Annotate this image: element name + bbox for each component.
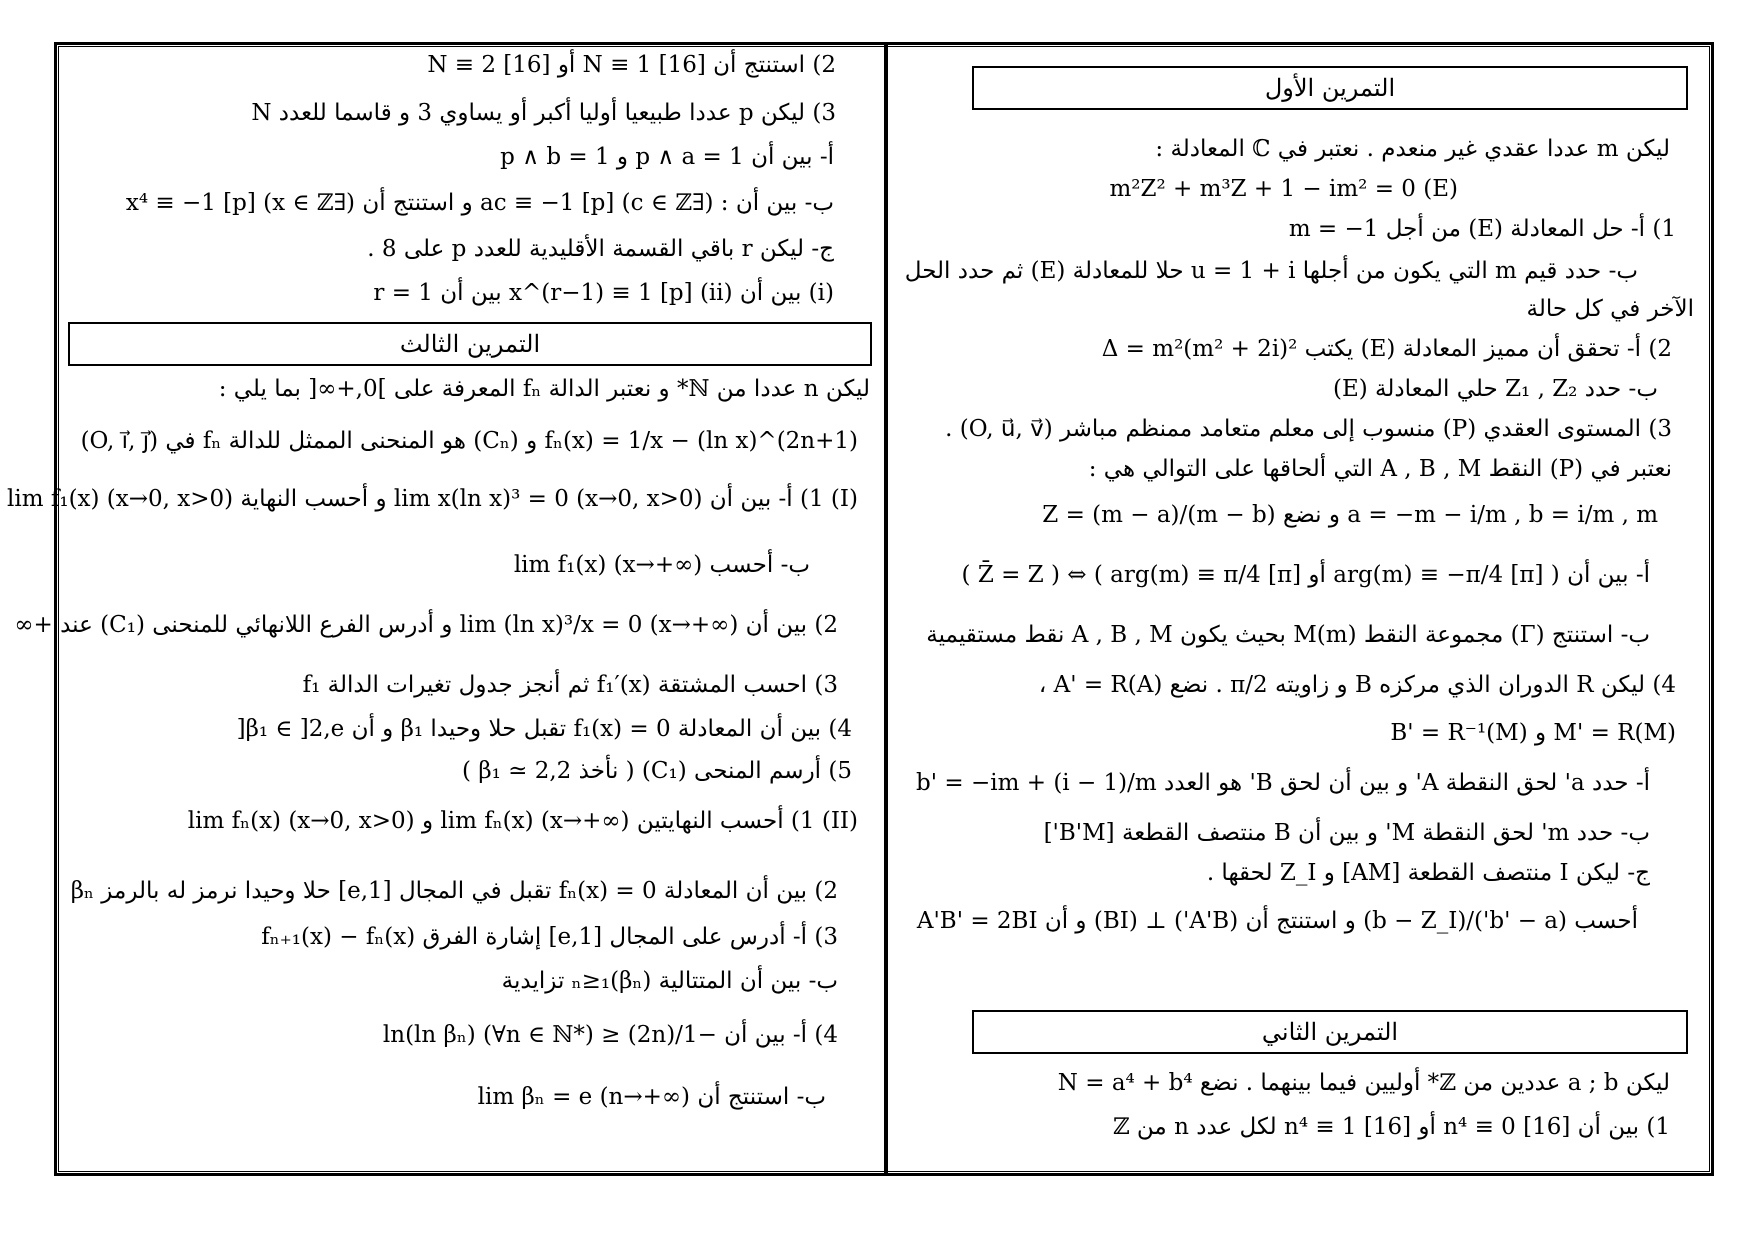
ex1-q4c: ج- ليكن I منتصف القطعة [AM] و Z_I لحقها . xyxy=(1206,860,1650,886)
ex3-part2-q2: 2) بين أن المعادلة fₙ(x) = 0 تقبل في المجال [1,e] حلا وحيدا نرمز له بالرمز βₙ xyxy=(70,878,838,904)
ex1-q4: 4) ليكن R الدوران الذي مركزه B و زاويته π/2 . نضع A' = R(A) ، xyxy=(1038,672,1676,698)
ex1-line-1: ليكن m عددا عقدي غير منعدم . نعتبر في ℂ المعادلة : xyxy=(1155,136,1670,162)
ex1-q1b-cont: الآخر في كل حالة xyxy=(1526,296,1694,322)
ex2-q3b: ب- بين أن : (∃c ∈ ℤ) ac ≡ −1 [p] و استنتج أن (∃x ∈ ℤ) x⁴ ≡ −1 [p] xyxy=(125,190,834,216)
ex3-definition: fₙ(x) = 1/x − (ln x)^(2n+1) و (Cₙ) هو المنحنى الممثل للدالة fₙ في (O, i⃗, j⃗) xyxy=(80,428,858,454)
ex2-q3a: أ- بين أن p ∧ a = 1 و p ∧ b = 1 xyxy=(500,144,834,170)
ex1-q3-points: نعتبر في (P) النقط A , B , M التي ألحاقها على التوالي هي : xyxy=(1088,456,1672,482)
ex1-equation-E: (E) m²Z² + m³Z + 1 − im² = 0 xyxy=(1109,176,1458,202)
ex2-q1: 1) بين أن n⁴ ≡ 0 [16] أو n⁴ ≡ 1 [16] لكل عدد n من ℤ xyxy=(1112,1114,1670,1140)
ex1-q3b: ب- استنتج (Γ) مجموعة النقط M(m) بحيث يكون A , B , M نقط مستقيمية xyxy=(926,622,1650,648)
ex1-q4a: أ- حدد a' لحق النقطة A' و بين أن لحق B' هو العدد b' = −im + (i − 1)/m xyxy=(916,770,1650,796)
exercise-2-title: التمرين الثاني xyxy=(972,1010,1688,1054)
ex1-q2b: ب- حدد Z₁ , Z₂ حلي المعادلة (E) xyxy=(1332,376,1658,402)
exercise-1-title: التمرين الأول xyxy=(972,66,1688,110)
ex1-q2a: 2) أ- تحقق أن مميز المعادلة (E) يكتب Δ = m²(m² + 2i)² xyxy=(1101,336,1672,362)
ex2-q3: 3) ليكن p عددا طبيعيا أوليا أكبر أو يساوي 3 و قاسما للعدد N xyxy=(251,100,836,126)
ex1-q1b: ب- حدد قيم m التي يكون من أجلها u = 1 + i حلا للمعادلة (E) ثم حدد الحل xyxy=(904,258,1638,284)
ex3-part1-q5: 5) أرسم المنحى (C₁) ( نأخذ β₁ ≃ 2,2 ) xyxy=(462,758,852,784)
ex3-intro: ليكن n عددا من ℕ* و نعتبر الدالة fₙ المعرفة على ]0,+∞[ بما يلي : xyxy=(218,376,870,402)
ex1-q1a: 1) أ- حل المعادلة (E) من أجل m = −1 xyxy=(1288,216,1676,242)
ex3-part2-q3a: 3) أ- أدرس على المجال [1,e] إشارة الفرق fₙ₊₁(x) − fₙ(x) xyxy=(261,924,838,950)
ex1-q3: 3) المستوى العقدي (P) منسوب إلى معلم متعامد ممنظم مباشر (O, u⃗, v⃗) . xyxy=(945,416,1672,442)
ex3-part1-q4: 4) بين أن المعادلة f₁(x) = 0 تقبل حلا وحيدا β₁ و أن β₁ ∈ ]2,e[ xyxy=(236,716,852,742)
ex1-q4c-cont: أحسب (b' − a')/(b − Z_I) و استنتج أن (A'B') ⊥ (BI) و أن A'B' = 2BI xyxy=(916,908,1638,934)
ex3-part2-q3b: ب- بين أن المتتالية (βₙ)ₙ≥₁ تزايدية xyxy=(501,968,838,994)
ex1-q4b: ب- حدد m' لحق النقطة M' و بين أن B منتصف القطعة [B'M'] xyxy=(1043,820,1650,846)
exercise-3-title: التمرين الثالث xyxy=(68,322,872,366)
ex2-intro: ليكن a ; b عددين من ℤ* أوليين فيما بينهما . نضع N = a⁴ + b⁴ xyxy=(1057,1070,1670,1096)
ex3-part2-q4a: 4) أ- بين أن −1/(2n) ≤ ln(ln βₙ) (∀n ∈ ℕ*) xyxy=(382,1022,838,1048)
ex3-part1-q1b: ب- أحسب lim f₁(x) (x→+∞) xyxy=(513,552,810,578)
ex2-q3c: ج- ليكن r باقي القسمة الأقليدية للعدد p على 8 . xyxy=(367,236,834,262)
ex3-part2-q1: (II) 1) أحسب النهايتين lim fₙ(x) (x→+∞) و lim fₙ(x) (x→0, x>0) xyxy=(187,808,858,834)
ex3-part1-q3: 3) احسب المشتقة f₁′(x) ثم أنجز جدول تغيرات الدالة f₁ xyxy=(302,672,838,698)
column-divider xyxy=(884,42,888,1176)
ex1-q3-defs: a = −m − i/m , b = i/m , m و نضع Z = (m − a)/(m − b) xyxy=(1042,502,1658,528)
ex2-q3c-parts: (i) بين أن x^(r−1) ≡ 1 [p] (ii) بين أن r = 1 xyxy=(373,280,834,306)
ex1-q3a: أ- بين أن ( arg(m) ≡ −π/4 [π] أو arg(m) ≡ π/4 [π] ) ⇔ ( Z̄ = Z ) xyxy=(961,562,1650,588)
ex3-part1-q2: 2) بين أن lim (ln x)³/x = 0 (x→+∞) و أدرس الفرع اللانهائي للمنحنى (C₁) عند +∞ xyxy=(14,612,838,638)
ex3-part2-q4b: ب- استنتج أن lim βₙ = e (n→+∞) xyxy=(477,1084,826,1110)
ex2-q2: 2) استنتج أن N ≡ 1 [16] أو N ≡ 2 [16] xyxy=(427,52,836,78)
ex1-q4-defs: M' = R(M) و B' = R⁻¹(M) xyxy=(1390,720,1676,746)
ex3-part1-q1a: (I) 1) أ- بين أن lim x(ln x)³ = 0 (x→0, x>0) و أحسب النهاية lim f₁(x) (x→0, x>0) xyxy=(7,486,858,512)
